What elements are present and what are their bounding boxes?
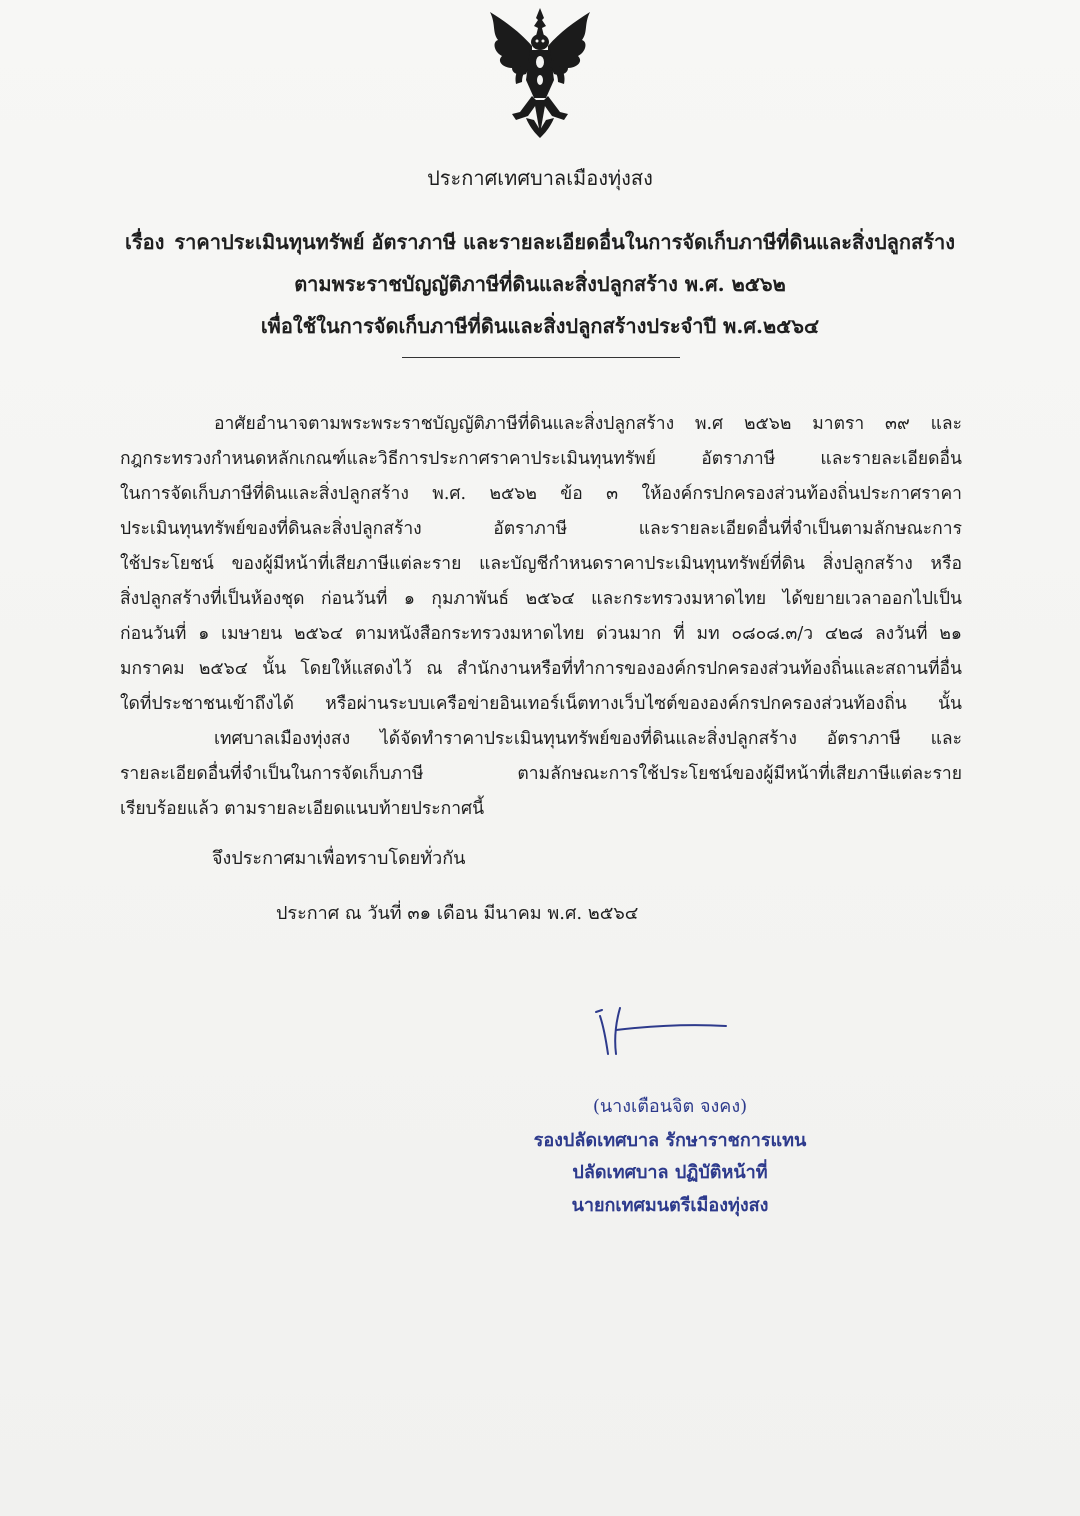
signer-position-3: นายกเทศมนตรีเมืองทุ่งสง (571, 1195, 769, 1216)
signer-position-1: รองปลัดเทศบาล รักษาราชการแทน (533, 1130, 807, 1151)
body-line: สิ่งปลูกสร้างที่เป็นห้องชุด ก่อนวันที่ ๑ กุมภาพันธ์ ๒๕๖๔ และกระทรวงมหาดไทย ได้ขยายเวลาออกไปเป็น (120, 589, 962, 609)
signer-name: (นางเตือนจิต จงคง) (592, 1096, 748, 1117)
title-divider (402, 357, 680, 358)
body-line: ใช้ประโยชน์ ของผู้มีหน้าที่เสียภาษีแต่ละราย และบัญชีกำหนดราคาประเมินทุนทรัพย์ที่ดิน สิ่งปลูกสร้าง หรือ (120, 554, 962, 574)
subject-line-1 (0, 226, 1080, 258)
body-line: เรียบร้อยแล้ว ตามรายละเอียดแนบท้ายประกาศนี้ (120, 799, 485, 819)
garuda-emblem-icon (482, 2, 598, 142)
subject-line-2: ตามพระราชบัญญัติภาษีที่ดินและสิ่งปลูกสร้าง พ.ศ. ๒๕๖๒ (294, 272, 786, 296)
subject-text-1: ราคาประเมินทุนทรัพย์ อัตราภาษี และรายละเอียดอื่นในการจัดเก็บภาษีที่ดินและสิ่งปลูกสร้าง (174, 230, 955, 254)
announcement-body (120, 407, 962, 827)
body-line: อาศัยอำนาจตามพระพระราชบัญญัติภาษีที่ดินและสิ่งปลูกสร้าง พ.ศ ๒๕๖๒ มาตรา ๓๙ และ (214, 414, 962, 434)
body-line: รายละเอียดอื่นที่จำเป็นในการจัดเก็บภาษี ตามลักษณะการใช้ประโยชน์ของผู้มีหน้าที่เสียภาษีแต่ละราย (120, 764, 962, 784)
body-line: มกราคม ๒๕๖๔ นั้น โดยให้แสดงไว้ ณ สำนักงานหรือที่ทำการขององค์กรปกครองส่วนท้องถิ่นและสถานที่อื่น (120, 659, 962, 679)
body-line: เทศบาลเมืองทุ่งสง ได้จัดทำราคาประเมินทุนทรัพย์ของที่ดินและสิ่งปลูกสร้าง อัตราภาษี และ (214, 729, 962, 749)
handwritten-signature (590, 1002, 730, 1058)
body-line: ประเมินทุนทรัพย์ของที่ดินละสิ่งปลูกสร้าง อัตราภาษี และรายละเอียดอื่นที่จำเป็นตามลักษณะการ (120, 519, 962, 539)
closing-statement: จึงประกาศมาเพื่อทราบโดยทั่วกัน (212, 848, 466, 869)
body-line: ใดที่ประชาชนเข้าถึงได้ หรือผ่านระบบเครือข่ายอินเทอร์เน็ตทางเว็บไซต์ขององค์กรปกครองส่วนท้องถิ่น นั้น (120, 694, 962, 714)
announcement-title: ประกาศเทศบาลเมืองทุ่งสง (427, 166, 653, 190)
subject-label: เรื่อง (125, 230, 165, 254)
body-line: กฎกระทรวงกำหนดหลักเกณฑ์และวิธีการประกาศราคาประเมินทุนทรัพย์ อัตราภาษี และรายละเอียดอื่น (120, 449, 962, 469)
body-line: ก่อนวันที่ ๑ เมษายน ๒๕๖๔ ตามหนังสือกระทรวงมหาดไทย ด่วนมาก ที่ มท ๐๘๐๘.๓/ว ๔๒๘ ลงวันที่ ๒๑ (120, 624, 962, 644)
body-line: ในการจัดเก็บภาษีที่ดินและสิ่งปลูกสร้าง พ.ศ. ๒๕๖๒ ข้อ ๓ ให้องค์กรปกครองส่วนท้องถิ่นประกาศราคา (120, 484, 962, 504)
subject-line-3: เพื่อใช้ในการจัดเก็บภาษีที่ดินและสิ่งปลูกสร้างประจำปี พ.ศ.๒๕๖๔ (260, 314, 820, 338)
announcement-date: ประกาศ ณ วันที่ ๓๑ เดือน มีนาคม พ.ศ. ๒๕๖๔ (276, 903, 639, 924)
signer-position-2: ปลัดเทศบาล ปฏิบัติหน้าที่ (572, 1162, 768, 1183)
